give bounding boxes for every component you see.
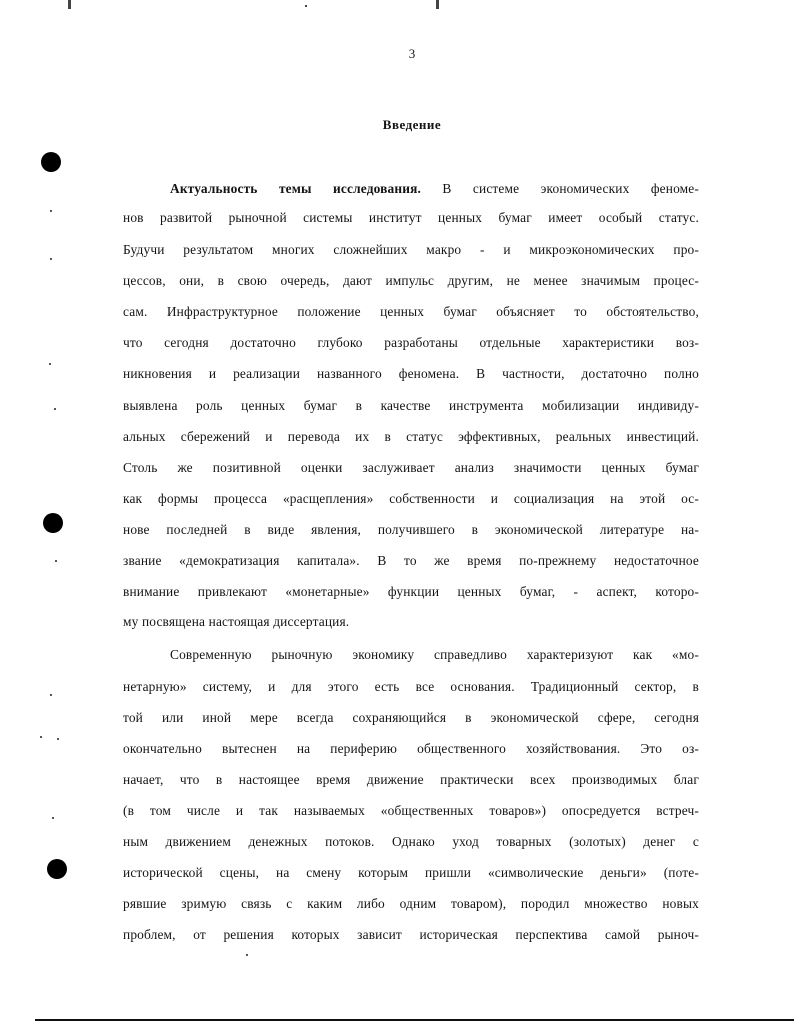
punch-hole	[47, 859, 67, 879]
paragraph-line: ным движением денежных потоков. Однако уход товарных (золотых) денег с	[123, 834, 699, 849]
paragraph-line: окончательно вытеснен на периферию общественного хозяйствования. Это оз-	[123, 741, 699, 756]
page-number: 3	[408, 46, 416, 61]
paragraph-line: Будучи результатом многих сложнейших макро - и микроэкономических про-	[123, 242, 699, 257]
paragraph-line: начает, что в настоящее время движение практически всех производимых благ	[123, 772, 699, 787]
paragraph-line: сам. Инфраструктурное положение ценных бумаг объясняет то обстоятельство,	[123, 304, 699, 319]
paragraph-line: (в том числе и так называемых «общественных товаров») опосредуется встреч-	[123, 803, 699, 818]
lead-line-rest: В системе экономических феноме-	[420, 181, 699, 196]
scan-speck	[52, 817, 54, 819]
scan-speck	[50, 258, 52, 260]
punch-hole	[43, 513, 63, 533]
paragraph-line	[170, 179, 699, 199]
scan-speck	[40, 736, 42, 738]
scan-mark	[68, 0, 71, 9]
paragraph-line: рявшие зримую связь с каким либо одним товаром), породил множество новых	[123, 896, 699, 911]
scan-mark	[436, 0, 439, 9]
scan-mark	[305, 5, 307, 7]
paragraph-line: альных сбережений и перевода их в статус эффективных, реальных инвестиций.	[123, 429, 699, 444]
scan-edge-line	[35, 1019, 794, 1021]
scan-speck	[246, 954, 248, 956]
paragraph-line: что сегодня достаточно глубоко разработаны отдельные характеристики воз-	[123, 335, 699, 350]
scan-speck	[55, 560, 57, 562]
scan-speck	[57, 738, 59, 740]
paragraph-line: как формы процесса «расщепления» собственности и социализация на этой ос-	[123, 491, 699, 506]
paragraph-line: той или иной мере всегда сохраняющийся в экономической сфере, сегодня	[123, 710, 699, 725]
punch-hole	[41, 152, 61, 172]
paragraph-line: нов развитой рыночной системы институт ценных бумаг имеет особый статус.	[123, 210, 699, 225]
paragraph-line: проблем, от решения которых зависит историческая перспектива самой рыноч-	[123, 927, 699, 942]
scan-speck	[49, 363, 51, 365]
paragraph-line: Столь же позитивной оценки заслуживает анализ значимости ценных бумаг	[123, 460, 699, 475]
paragraph-line: никновения и реализации названного феномена. В частности, достаточно полно	[123, 366, 699, 381]
scan-speck	[50, 210, 52, 212]
paragraph-line: нетарную» систему, и для этого есть все основания. Традиционный сектор, в	[123, 679, 699, 694]
paragraph-line: нове последней в виде явления, получившего в экономической литературе на-	[123, 522, 699, 537]
lead-phrase: Актуальность темы исследования.	[170, 181, 421, 196]
scan-speck	[54, 408, 56, 410]
paragraph-line: внимание привлекают «монетарные» функции ценных бумаг, - аспект, которо-	[123, 584, 699, 599]
paragraph-line: исторической сцены, на смену которым пришли «символические деньги» (поте-	[123, 865, 699, 880]
paragraph-line: Современную рыночную экономику справедливо характеризуют как «мо-	[170, 647, 699, 662]
paragraph-line: му посвящена настоящая диссертация.	[123, 614, 350, 629]
paragraph-line: выявлена роль ценных бумаг в качестве инструмента мобилизации индивиду-	[123, 398, 699, 413]
section-heading: Введение	[382, 117, 442, 132]
scan-speck	[50, 694, 52, 696]
paragraph-line: звание «демократизация капитала». В то же время по-прежнему недостаточное	[123, 553, 699, 568]
paragraph-line: цессов, они, в свою очередь, дают импульс другим, не менее значимым процес-	[123, 273, 699, 288]
